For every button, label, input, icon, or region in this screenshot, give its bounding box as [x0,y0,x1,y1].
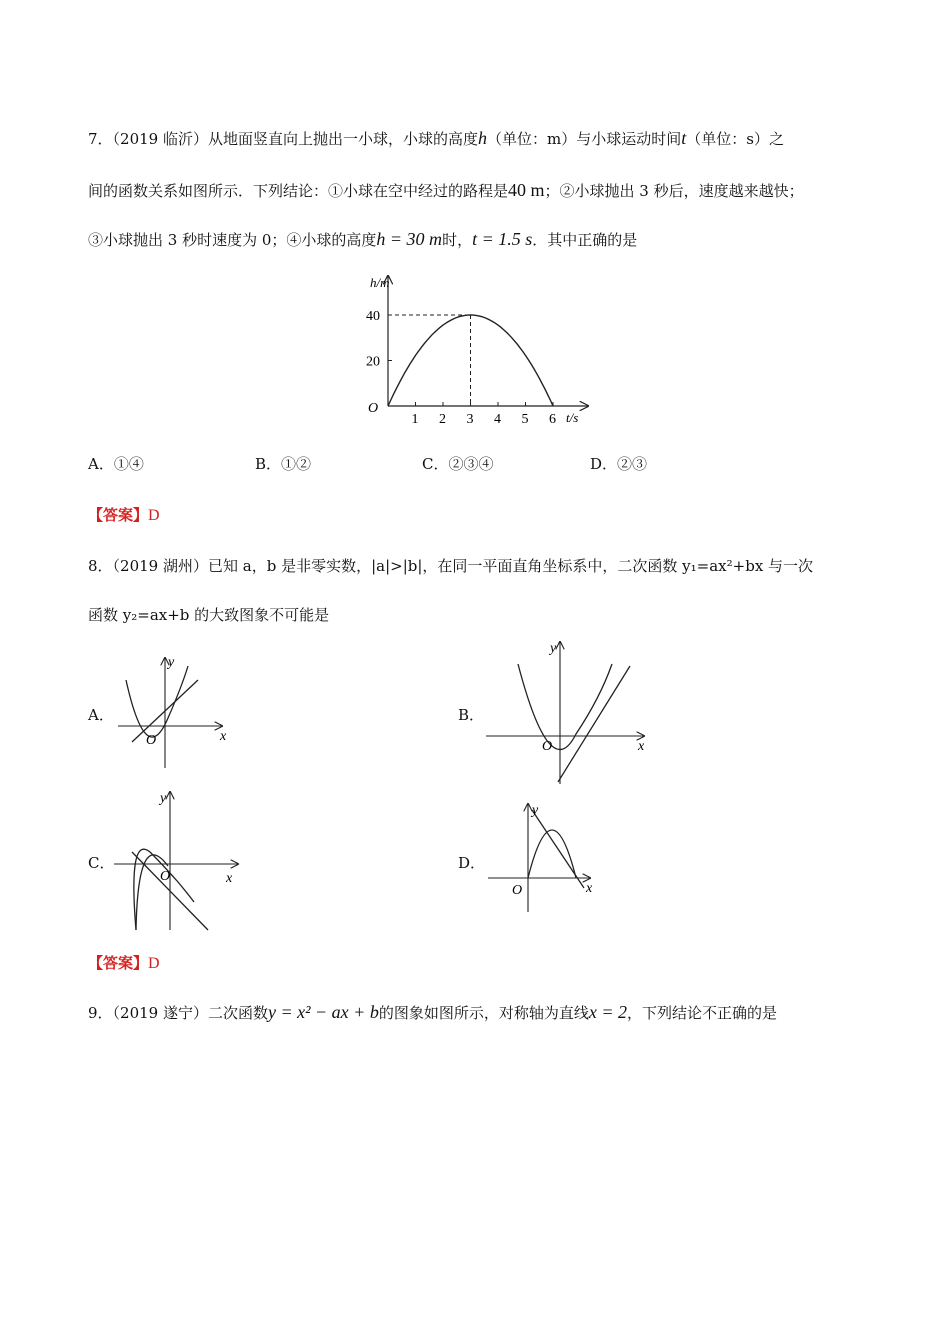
line [532,810,584,888]
svg-text:x: x [220,729,227,744]
q8-graph-c-label: C． [88,854,115,872]
origin-label: O [368,401,379,416]
x-tick-label-4: 4 [494,412,501,427]
q7-line-2: 间的函数关系如图所示．下列结论：①小球在空中经过的路程是40 m；②小球抛出 3 秒后，速度越来越快； [88,180,804,200]
x-tick-label-5: 5 [521,412,529,427]
x-tick-label-1: 1 [411,412,419,427]
svg-text:x: x [226,871,233,886]
q8-graph-b-label: B． [458,706,485,724]
q7-number: 7． [88,130,113,148]
q8-graph-d [482,800,612,915]
q7-line-1: 7．（2019 临沂）从地面竖直向上抛出一小球，小球的高度h（单位：m）与小球运动时间t（单位：s）之 [88,128,784,148]
q7-answer: 【答案】D [88,506,160,524]
y-axis-label: h/m [370,275,390,290]
parabola [528,830,576,878]
parabola [518,664,612,750]
x-axis-label: t/s [566,410,579,425]
q8-graph-b [480,636,660,786]
q7-option-b: B．①② [255,455,312,473]
q7-height-time-chart [350,270,600,435]
q9-line-1: 9．（2019 遂宁）二次函数y = x² − ax + b的图象如图所示，对称轴为直线x = 2，下列结论不正确的是 [88,1002,777,1022]
y-tick-label-40: 40 [366,309,380,324]
svg-text:O: O [542,739,553,754]
q7-line-3: ③小球抛出 3 秒时速度为 0；④小球的高度h = 30 m时，t = 1.5 s．其中正确的是 [88,229,638,249]
svg-text:O: O [146,733,157,748]
q7-option-d: D．②③ [590,455,648,473]
x-tick-label-3: 3 [466,412,474,427]
svg-text:y: y [168,655,175,670]
q8-graph-a-label: A． [88,706,114,724]
y-tick-label-20: 20 [366,354,380,370]
q8-graph-c [108,786,268,934]
q7-option-c: C．②③④ [422,455,494,473]
q8-answer: 【答案】D [88,954,160,972]
svg-text:y: y [532,803,539,818]
svg-text:y: y [550,641,557,656]
svg-text:x: x [638,739,645,754]
q8-line-2: 函数 y₂=ax+b 的大致图象不可能是 [88,606,330,624]
svg-text:O: O [512,883,523,898]
svg-text:x: x [586,881,593,896]
svg-text:y: y [160,791,167,806]
q7-option-a: A．①④ [88,455,144,473]
svg-text:O: O [160,869,171,884]
line [558,666,630,782]
q8-graph-d-label: D． [458,854,486,872]
x-tick-label-6: 6 [549,412,556,427]
q7-source: （2019 临沂） [112,130,208,148]
q8-graph-a [110,652,240,772]
x-tick-label-2: 2 [439,412,446,427]
q8-line-1: 8．（2019 湖州）已知 a，b 是非零实数，|a|>|b|，在同一平面直角坐标系中，二次函数 y₁=ax²+bx 与一次 [88,557,814,575]
